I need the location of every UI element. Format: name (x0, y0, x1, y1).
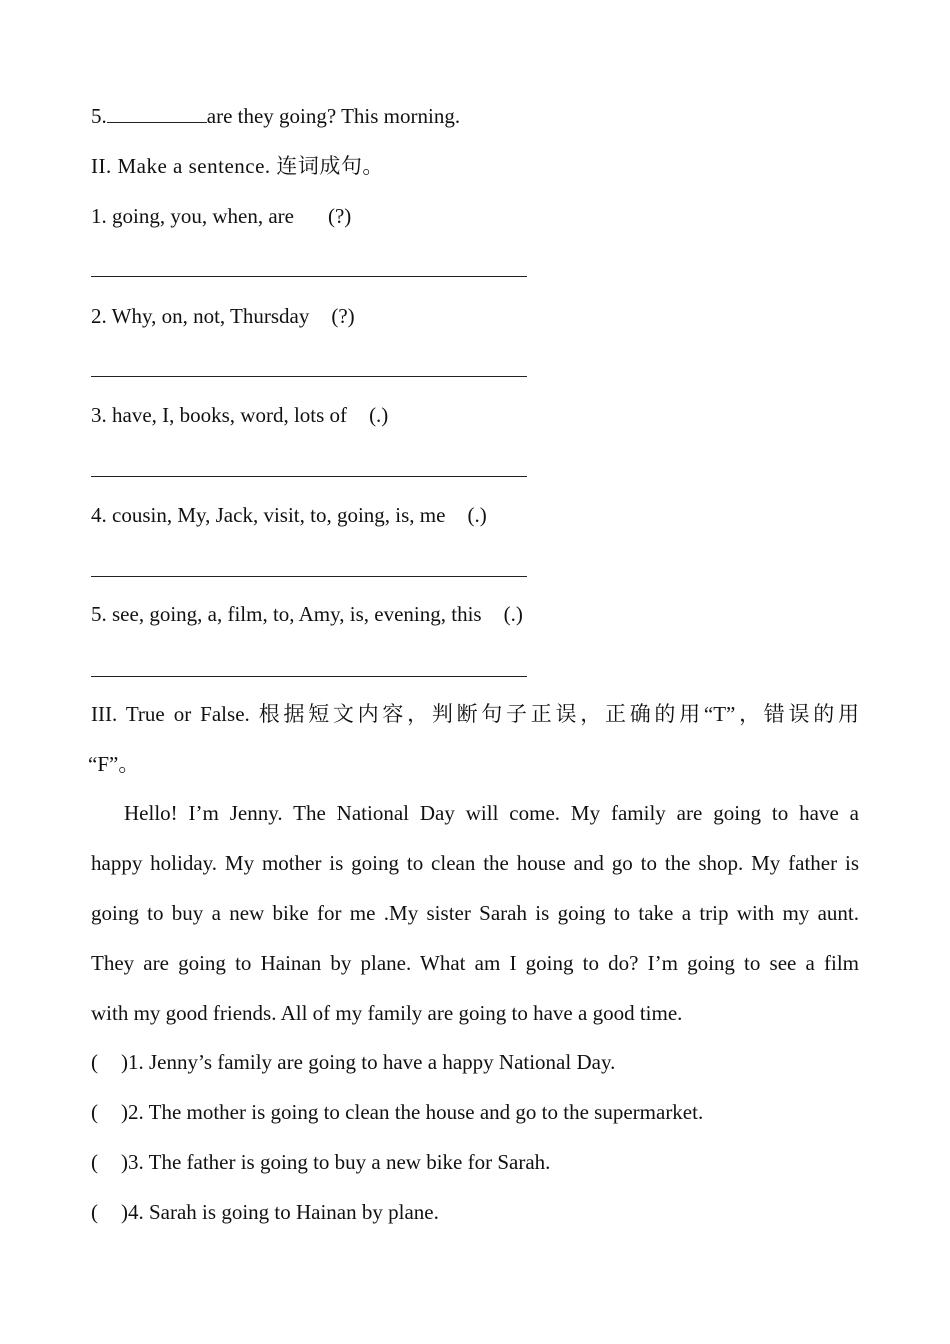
passage-line-4: They are going to Hainan by plane. What am I going to do? I’m going to see a film (91, 951, 859, 975)
statement-text: )4. Sarah is going to Hainan by plane. (121, 1200, 439, 1224)
punctuation-hint: (.) (369, 403, 389, 427)
answer-bracket[interactable]: ( (91, 1150, 98, 1174)
answer-blank[interactable] (107, 104, 207, 123)
scrambled-words: 4. cousin, My, Jack, visit, to, going, is, me (91, 503, 446, 527)
fill-blank-item-5 (91, 103, 460, 129)
punctuation-hint: (?) (327, 204, 352, 228)
answer-line-1[interactable] (91, 276, 527, 277)
sentence-item-3 (91, 402, 388, 428)
scrambled-words: 2. Why, on, not, Thursday (91, 304, 310, 328)
statement-4 (91, 1199, 439, 1225)
section-heading-true-false: III. True or False. 根据短文内容，判断句子正误，正确的用“T”，错误的用 (91, 702, 859, 726)
section-heading-true-false-cont: “F”。 (88, 752, 140, 776)
item-number: 5. (91, 104, 107, 128)
answer-bracket[interactable]: ( (91, 1100, 98, 1124)
passage-line-1: Hello! I’m Jenny. The National Day will come. My family are going to have a (124, 801, 859, 825)
answer-line-3[interactable] (91, 476, 527, 477)
answer-line-2[interactable] (91, 376, 527, 377)
sentence-item-1 (91, 203, 351, 229)
passage-line-5: with my good friends. All of my family are going to have a good time. (91, 1001, 683, 1025)
statement-text: )1. Jenny’s family are going to have a happy National Day. (121, 1050, 616, 1074)
sentence-item-2 (91, 303, 355, 329)
sentence-item-5 (91, 601, 523, 627)
item-text: are they going? This morning. (206, 104, 461, 128)
scrambled-words: 3. have, I, books, word, lots of (91, 403, 348, 427)
passage-line-3: going to buy a new bike for me .My sister Sarah is going to take a trip with my aunt. (91, 901, 859, 925)
statement-3 (91, 1149, 550, 1175)
scrambled-words: 1. going, you, when, are (91, 204, 294, 228)
punctuation-hint: (?) (331, 304, 355, 328)
answer-bracket[interactable]: ( (91, 1050, 98, 1074)
scrambled-words: 5. see, going, a, film, to, Amy, is, evening, this (91, 602, 482, 626)
sentence-item-4 (91, 502, 487, 528)
answer-line-5[interactable] (91, 676, 527, 677)
statement-text: )3. The father is going to buy a new bike for Sarah. (121, 1150, 551, 1174)
section-heading-make-sentence: II. Make a sentence. 连词成句。 (91, 154, 384, 178)
answer-line-4[interactable] (91, 576, 527, 577)
statement-2 (91, 1099, 703, 1125)
statement-1 (91, 1049, 615, 1075)
punctuation-hint: (.) (503, 602, 523, 626)
passage-line-2: happy holiday. My mother is going to clean the house and go to the shop. My father is (91, 851, 859, 875)
punctuation-hint: (.) (467, 503, 487, 527)
answer-bracket[interactable]: ( (91, 1200, 98, 1224)
statement-text: )2. The mother is going to clean the house and go to the supermarket. (121, 1100, 704, 1124)
